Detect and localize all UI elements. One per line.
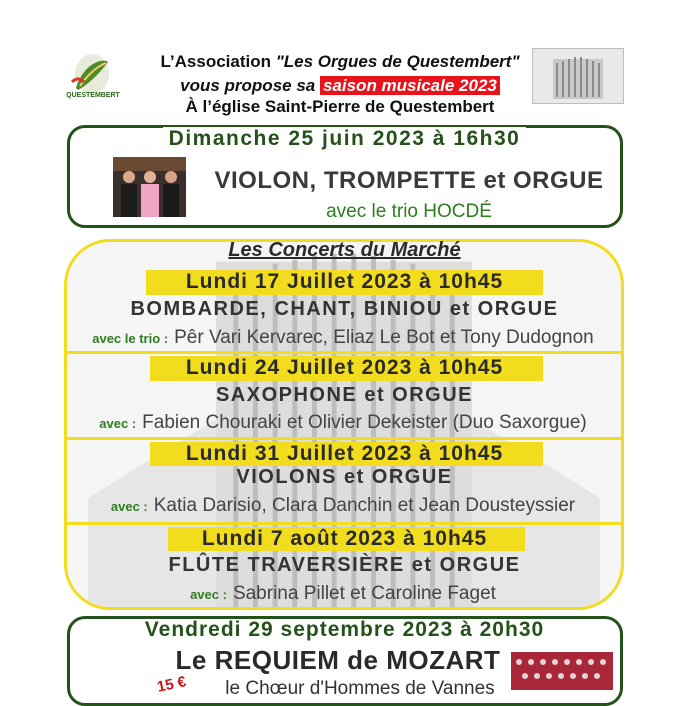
header-line-2	[120, 76, 560, 96]
trio-photo	[113, 157, 186, 217]
separator-3	[67, 522, 621, 525]
concert-september-title: Le REQUIEM de MOZART	[175, 645, 501, 675]
performers-names-1: Pêr Vari Kervarec, Eliaz Le Bot et Tony Dudognon	[174, 327, 594, 348]
concert-september-date: Vendredi 29 septembre 2023 à 20h30	[144, 618, 545, 641]
performers-names-2: Fabien Chouraki et Olivier Dekeister (Duo Saxorgue)	[142, 412, 587, 433]
performers-names-3: Katia Darisio, Clara Danchin et Jean Dousteyssier	[153, 495, 576, 516]
concert-june-title: VIOLON, TROMPETTE et ORGUE	[214, 167, 604, 194]
concert-title-2: SAXOPHONE et ORGUE	[215, 384, 474, 406]
marche-title: Les Concerts du Marché	[228, 239, 461, 261]
performers-prefix-4: avec :	[190, 587, 227, 602]
concert-title-4: FLÛTE TRAVERSIÈRE et ORGUE	[168, 554, 521, 576]
performers-names-4: Sabrina Pillet et Caroline Faget	[232, 583, 496, 604]
concert-date-2: Lundi 24 Juillet 2023 à 10h45	[185, 356, 504, 379]
price-tag: 15 €	[155, 673, 188, 696]
header-line-3: À l’église Saint-Pierre de Questembert	[185, 97, 495, 116]
concert-performers-2	[70, 412, 616, 434]
performers-prefix-2: avec :	[99, 416, 137, 431]
concert-title-3: VIOLONS et ORGUE	[236, 466, 453, 488]
performers-prefix-1: avec le trio :	[92, 331, 169, 346]
concert-title-1: BOMBARDE, CHANT, BINIOU et ORGUE	[130, 298, 559, 320]
performers-prefix-3: avec :	[110, 499, 148, 514]
logo-caption: QUESTEMBERT	[66, 92, 120, 99]
separator-2	[67, 437, 621, 440]
concert-date-4: Lundi 7 août 2023 à 10h45	[201, 527, 488, 550]
choir-photo	[511, 652, 613, 690]
concert-performers-4	[70, 583, 616, 605]
association-name: "Les Orgues de Questembert"	[275, 52, 520, 71]
header-line-2-prefix: vous propose sa	[180, 76, 320, 95]
concert-june-performers: avec le trio HOCDÉ	[326, 201, 492, 222]
separator-1	[67, 351, 621, 354]
concert-date-3: Lundi 31 Juillet 2023 à 10h45	[185, 442, 504, 465]
concert-performers-1	[70, 327, 616, 349]
season-highlight: saison musicale 2023	[320, 76, 500, 95]
concert-september-performers: le Chœur d'Hommes de Vannes	[225, 678, 495, 699]
concert-performers-3	[70, 495, 616, 517]
header-line-1-prefix: L’Association	[160, 52, 276, 71]
concert-june-date-text: Dimanche 25 juin 2023 à 16h30	[163, 127, 527, 150]
concert-june-date	[0, 127, 689, 151]
concert-date-1: Lundi 17 Juillet 2023 à 10h45	[185, 270, 504, 293]
organ-picture	[532, 48, 624, 104]
header-line-1	[120, 52, 560, 72]
